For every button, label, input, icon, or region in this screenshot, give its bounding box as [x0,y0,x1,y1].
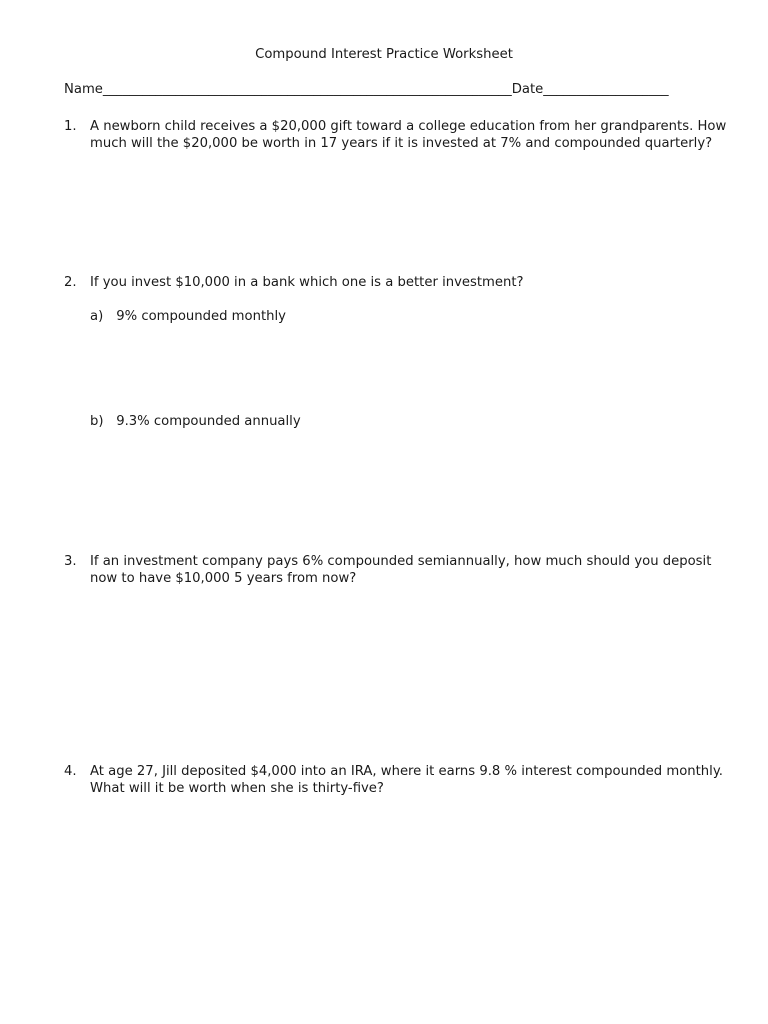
question-4 [64,763,736,797]
question-3 [64,553,736,587]
question-number: 3. [64,554,77,569]
question-number: 4. [64,764,77,779]
question-text: A newborn child receives a $20,000 gift toward a college education from her grandparents. How much will the $20,000 be worth in 17 years if it is invested at 7% and compounded quarterly? [90,119,727,151]
option-text: 9.3% compounded annually [116,414,301,429]
question-2-option-a [90,309,730,324]
question-1 [64,118,736,152]
worksheet-title: Compound Interest Practice Worksheet [255,47,513,62]
question-text: If you invest $10,000 in a bank which one is a better investment? [90,275,524,290]
date-blank: ___________________ [543,82,669,97]
question-number: 1. [64,119,77,134]
question-2-option-b [90,414,730,429]
option-label: b) [90,414,104,429]
question-2 [64,274,736,291]
name-date-line [64,82,706,97]
date-label: Date [511,82,544,97]
question-number: 2. [64,275,77,290]
option-text: 9% compounded monthly [116,309,286,324]
name-blank: ______________________________________________________________ [102,82,512,97]
name-label: Name [64,82,103,97]
question-text: If an investment company pays 6% compounded semiannually, how much should you deposit now to have $10,000 5 years from now? [90,554,712,586]
question-text: At age 27, Jill deposited $4,000 into an IRA, where it earns 9.8 % interest compounded monthly. What will it be worth when she is thirty-five? [90,764,723,796]
option-label: a) [90,309,104,324]
